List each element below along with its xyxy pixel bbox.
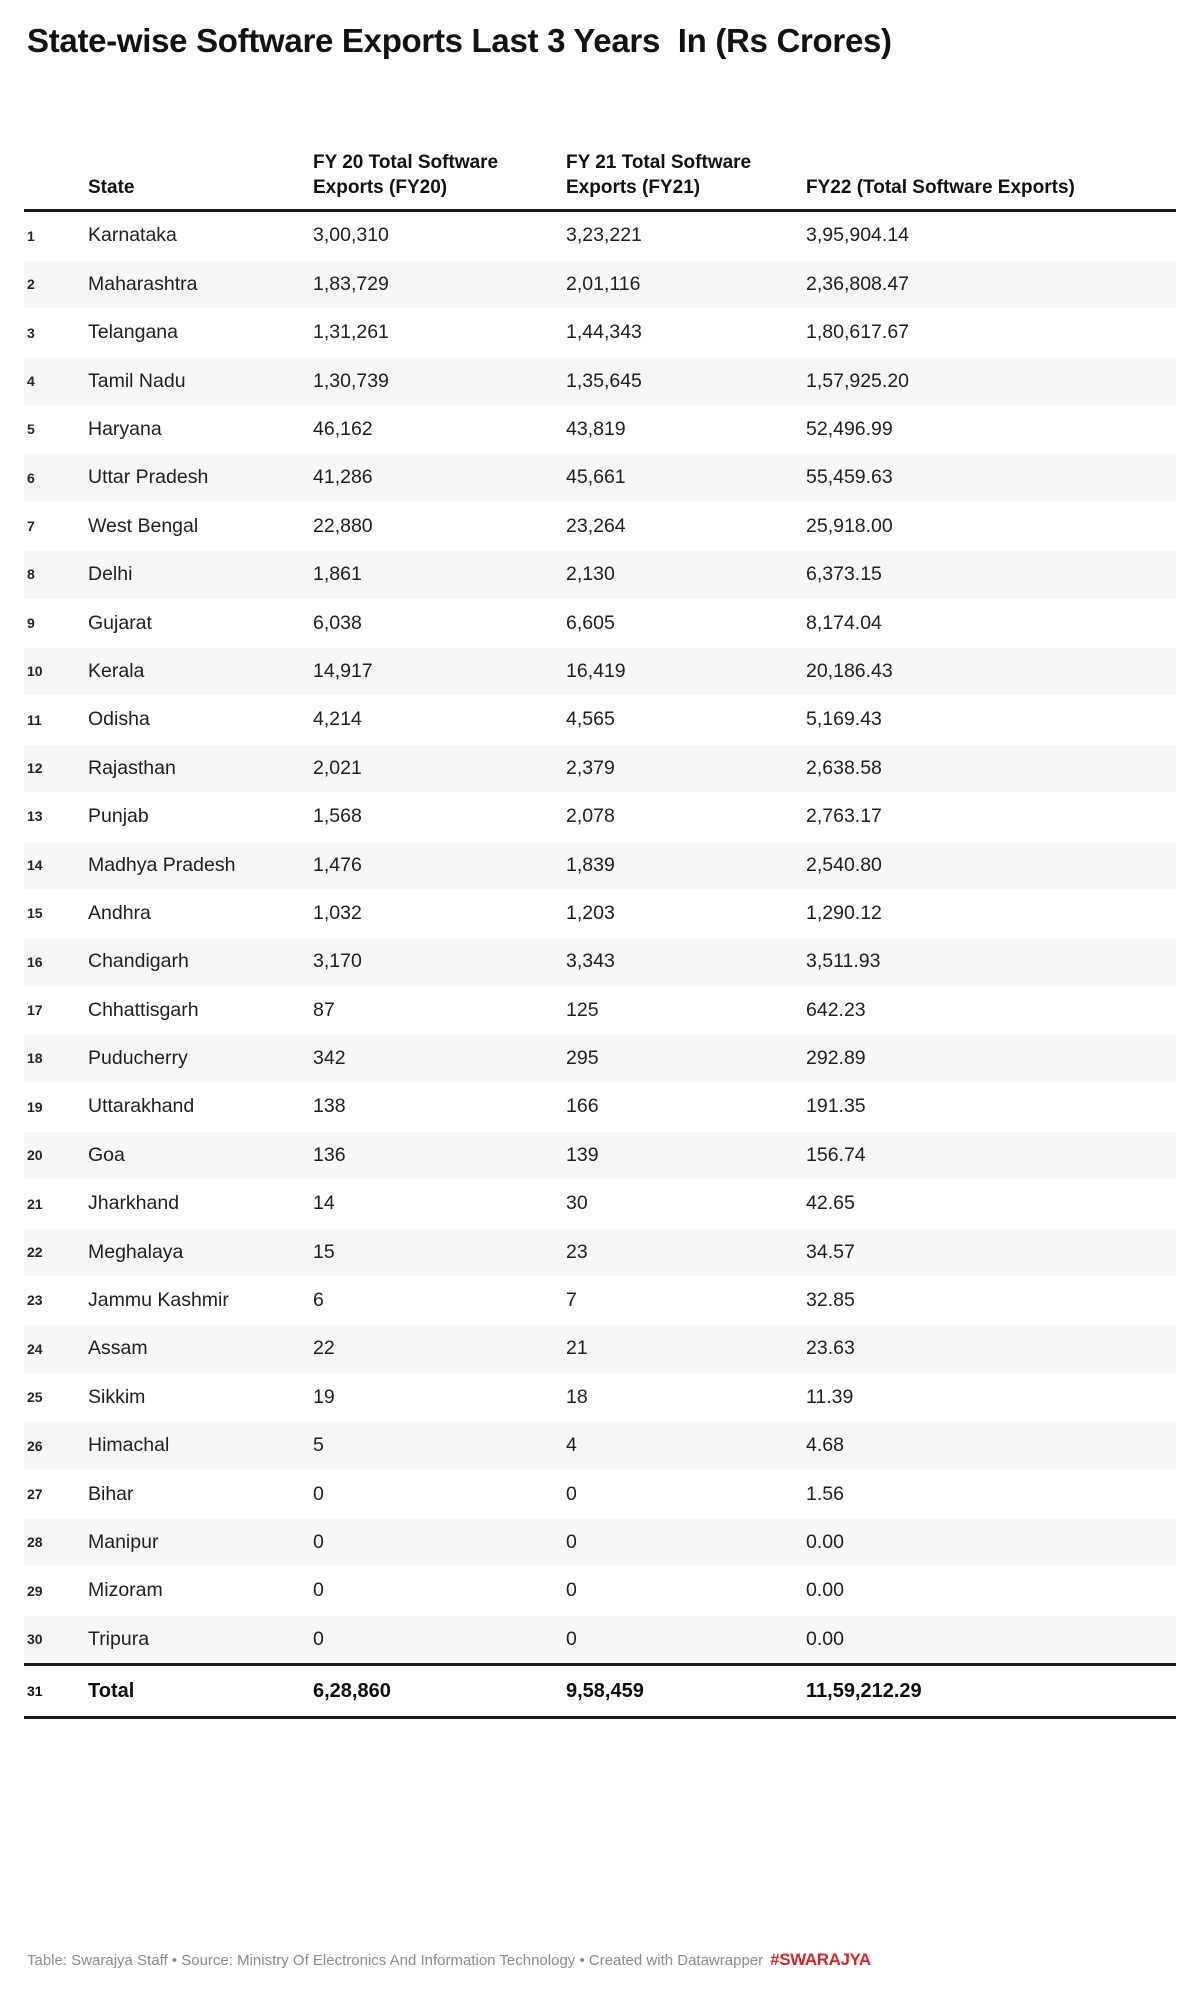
- cell-index: 18: [24, 1035, 86, 1083]
- cell-fy20: 3,170: [313, 938, 566, 986]
- cell-index: 17: [24, 986, 86, 1034]
- cell-fy22: 1,80,617.67: [806, 309, 1176, 357]
- cell-index: 4: [24, 357, 86, 405]
- cell-index: 15: [24, 889, 86, 937]
- cell-fy20: 138: [313, 1083, 566, 1131]
- table-row: [24, 1083, 1176, 1131]
- cell-fy22: 23.63: [806, 1325, 1176, 1373]
- cell-state: Karnataka: [86, 211, 313, 260]
- table-row: [24, 1277, 1176, 1325]
- cell-fy20: 6,038: [313, 599, 566, 647]
- cell-fy20: 3,00,310: [313, 211, 566, 260]
- column-header-state[interactable]: State: [86, 78, 313, 211]
- cell-fy21: 16,419: [566, 647, 806, 695]
- cell-fy22: 20,186.43: [806, 647, 1176, 695]
- cell-fy21: 2,130: [566, 551, 806, 599]
- cell-index: 22: [24, 1228, 86, 1276]
- cell-fy22: 191.35: [806, 1083, 1176, 1131]
- cell-fy22: 8,174.04: [806, 599, 1176, 647]
- table-row-total: [24, 1665, 1176, 1718]
- swarajya-brand-logo[interactable]: #SWARAJYA: [770, 1949, 871, 1969]
- cell-fy22: 0.00: [806, 1518, 1176, 1566]
- cell-fy21: 166: [566, 1083, 806, 1131]
- column-header-fy21[interactable]: FY 21 Total Software Exports (FY21): [566, 78, 806, 211]
- table-row: [24, 744, 1176, 792]
- cell-fy22: 1.56: [806, 1470, 1176, 1518]
- cell-fy21: 125: [566, 986, 806, 1034]
- cell-state: Kerala: [86, 647, 313, 695]
- cell-fy22: 2,638.58: [806, 744, 1176, 792]
- cell-index: 19: [24, 1083, 86, 1131]
- cell-index: 10: [24, 647, 86, 695]
- cell-state: Gujarat: [86, 599, 313, 647]
- cell-fy21: 295: [566, 1035, 806, 1083]
- cell-fy22: 2,763.17: [806, 793, 1176, 841]
- cell-state: Telangana: [86, 309, 313, 357]
- table-row: [24, 1373, 1176, 1421]
- cell-state: Bihar: [86, 1470, 313, 1518]
- cell-fy22: 32.85: [806, 1277, 1176, 1325]
- cell-state: Tripura: [86, 1615, 313, 1664]
- cell-fy21: 30: [566, 1180, 806, 1228]
- cell-index: 5: [24, 406, 86, 454]
- cell-fy21: 7: [566, 1277, 806, 1325]
- cell-index: 16: [24, 938, 86, 986]
- credit-text: Table: Swarajya Staff • Source: Ministry Of Electronics And Information Technology • Created with Datawrapper: [27, 1951, 764, 1969]
- table-row: [24, 986, 1176, 1034]
- cell-index: 11: [24, 696, 86, 744]
- cell-fy22: 11.39: [806, 1373, 1176, 1421]
- cell-fy22: 42.65: [806, 1180, 1176, 1228]
- cell-fy20: 1,568: [313, 793, 566, 841]
- cell-fy21: 1,44,343: [566, 309, 806, 357]
- table-row: [24, 1131, 1176, 1179]
- cell-state: Goa: [86, 1131, 313, 1179]
- cell-fy21: 4,565: [566, 696, 806, 744]
- table-row: [24, 1567, 1176, 1615]
- table-row: [24, 406, 1176, 454]
- cell-index: 13: [24, 793, 86, 841]
- cell-fy22: 5,169.43: [806, 696, 1176, 744]
- footer-credit: [24, 1949, 1176, 1971]
- cell-state: Madhya Pradesh: [86, 841, 313, 889]
- cell-index: 14: [24, 841, 86, 889]
- cell-fy22: 2,36,808.47: [806, 260, 1176, 308]
- cell-fy20: 19: [313, 1373, 566, 1421]
- cell-state: Manipur: [86, 1518, 313, 1566]
- cell-fy21: 6,605: [566, 599, 806, 647]
- cell-state: Uttar Pradesh: [86, 454, 313, 502]
- cell-fy21: 3,23,221: [566, 211, 806, 260]
- cell-fy20: 0: [313, 1518, 566, 1566]
- column-header-fy20[interactable]: FY 20 Total Software Exports (FY20): [313, 78, 566, 211]
- cell-fy21: 2,379: [566, 744, 806, 792]
- cell-index: 24: [24, 1325, 86, 1373]
- cell-fy20: 0: [313, 1470, 566, 1518]
- cell-fy20: 15: [313, 1228, 566, 1276]
- cell-fy21: 139: [566, 1131, 806, 1179]
- cell-fy21: 1,35,645: [566, 357, 806, 405]
- cell-fy22: 3,511.93: [806, 938, 1176, 986]
- cell-fy21: 23,264: [566, 502, 806, 550]
- cell-index: 3: [24, 309, 86, 357]
- cell-fy20: 0: [313, 1615, 566, 1664]
- cell-state: Uttarakhand: [86, 1083, 313, 1131]
- cell-fy21: 0: [566, 1615, 806, 1664]
- cell-index: 23: [24, 1277, 86, 1325]
- cell-index: 8: [24, 551, 86, 599]
- cell-fy22: 34.57: [806, 1228, 1176, 1276]
- table-row: [24, 1228, 1176, 1276]
- table-row: [24, 1518, 1176, 1566]
- table-row: [24, 454, 1176, 502]
- cell-fy21: 2,01,116: [566, 260, 806, 308]
- table-row: [24, 647, 1176, 695]
- cell-state: Total: [86, 1665, 313, 1718]
- cell-state: Mizoram: [86, 1567, 313, 1615]
- table-row: [24, 1180, 1176, 1228]
- cell-index: 27: [24, 1470, 86, 1518]
- cell-fy20: 14,917: [313, 647, 566, 695]
- cell-state: Rajasthan: [86, 744, 313, 792]
- cell-state: Tamil Nadu: [86, 357, 313, 405]
- cell-fy20: 2,021: [313, 744, 566, 792]
- cell-state: Jharkhand: [86, 1180, 313, 1228]
- cell-fy20: 4,214: [313, 696, 566, 744]
- table-row: [24, 309, 1176, 357]
- cell-fy20: 342: [313, 1035, 566, 1083]
- cell-fy22: 2,540.80: [806, 841, 1176, 889]
- cell-fy22: 55,459.63: [806, 454, 1176, 502]
- cell-state: Punjab: [86, 793, 313, 841]
- cell-state: Delhi: [86, 551, 313, 599]
- cell-state: Jammu Kashmir: [86, 1277, 313, 1325]
- cell-fy20: 22,880: [313, 502, 566, 550]
- page-title: State-wise Software Exports Last 3 Years In (Rs Crores): [27, 22, 892, 59]
- table-row: [24, 211, 1176, 260]
- cell-fy21: 21: [566, 1325, 806, 1373]
- cell-index: 25: [24, 1373, 86, 1421]
- cell-state: Haryana: [86, 406, 313, 454]
- table-row: [24, 1325, 1176, 1373]
- cell-state: West Bengal: [86, 502, 313, 550]
- cell-index: 20: [24, 1131, 86, 1179]
- cell-fy21: 43,819: [566, 406, 806, 454]
- cell-fy20: 136: [313, 1131, 566, 1179]
- table-row: [24, 889, 1176, 937]
- table-row: [24, 260, 1176, 308]
- cell-fy20: 14: [313, 1180, 566, 1228]
- cell-fy20: 1,31,261: [313, 309, 566, 357]
- cell-fy21: 1,839: [566, 841, 806, 889]
- cell-fy20: 6,28,860: [313, 1665, 566, 1718]
- header-row: [24, 78, 1176, 211]
- cell-fy22: 4.68: [806, 1422, 1176, 1470]
- cell-state: Maharashtra: [86, 260, 313, 308]
- cell-fy20: 5: [313, 1422, 566, 1470]
- column-header-fy22[interactable]: FY22 (Total Software Exports): [806, 78, 1176, 211]
- cell-fy21: 45,661: [566, 454, 806, 502]
- cell-fy20: 87: [313, 986, 566, 1034]
- cell-fy20: 6: [313, 1277, 566, 1325]
- cell-index: 9: [24, 599, 86, 647]
- cell-fy22: 1,57,925.20: [806, 357, 1176, 405]
- table-row: [24, 1470, 1176, 1518]
- cell-index: 28: [24, 1518, 86, 1566]
- cell-fy20: 1,30,739: [313, 357, 566, 405]
- cell-fy22: 3,95,904.14: [806, 211, 1176, 260]
- cell-fy20: 1,861: [313, 551, 566, 599]
- cell-fy20: 1,476: [313, 841, 566, 889]
- cell-fy21: 9,58,459: [566, 1665, 806, 1718]
- cell-state: Odisha: [86, 696, 313, 744]
- cell-index: 26: [24, 1422, 86, 1470]
- cell-fy21: 3,343: [566, 938, 806, 986]
- table-row: [24, 357, 1176, 405]
- cell-index: 6: [24, 454, 86, 502]
- cell-fy22: 52,496.99: [806, 406, 1176, 454]
- cell-index: 21: [24, 1180, 86, 1228]
- cell-state: Sikkim: [86, 1373, 313, 1421]
- table-row: [24, 1035, 1176, 1083]
- cell-index: 2: [24, 260, 86, 308]
- cell-index: 30: [24, 1615, 86, 1664]
- table-row: [24, 1615, 1176, 1664]
- cell-state: Puducherry: [86, 1035, 313, 1083]
- cell-fy22: 6,373.15: [806, 551, 1176, 599]
- cell-state: Himachal: [86, 1422, 313, 1470]
- cell-fy22: 0.00: [806, 1567, 1176, 1615]
- cell-fy21: 1,203: [566, 889, 806, 937]
- table-row: [24, 1422, 1176, 1470]
- table-row: [24, 696, 1176, 744]
- cell-fy20: 41,286: [313, 454, 566, 502]
- table-body: [24, 211, 1176, 1718]
- cell-fy22: 1,290.12: [806, 889, 1176, 937]
- cell-fy22: 642.23: [806, 986, 1176, 1034]
- cell-state: Meghalaya: [86, 1228, 313, 1276]
- cell-fy21: 0: [566, 1470, 806, 1518]
- cell-fy21: 0: [566, 1518, 806, 1566]
- cell-fy21: 18: [566, 1373, 806, 1421]
- cell-state: Assam: [86, 1325, 313, 1373]
- cell-fy21: 23: [566, 1228, 806, 1276]
- cell-index: 1: [24, 211, 86, 260]
- cell-fy22: 11,59,212.29: [806, 1665, 1176, 1718]
- cell-state: Chandigarh: [86, 938, 313, 986]
- cell-fy21: 2,078: [566, 793, 806, 841]
- table-row: [24, 841, 1176, 889]
- cell-fy22: 0.00: [806, 1615, 1176, 1664]
- table-row: [24, 551, 1176, 599]
- cell-index: 31: [24, 1665, 86, 1718]
- cell-index: 29: [24, 1567, 86, 1615]
- table-header: [24, 78, 1176, 211]
- cell-index: 12: [24, 744, 86, 792]
- cell-fy20: 46,162: [313, 406, 566, 454]
- table-row: [24, 599, 1176, 647]
- cell-fy20: 1,032: [313, 889, 566, 937]
- cell-fy21: 4: [566, 1422, 806, 1470]
- cell-index: 7: [24, 502, 86, 550]
- cell-fy20: 22: [313, 1325, 566, 1373]
- table-row: [24, 502, 1176, 550]
- cell-fy20: 0: [313, 1567, 566, 1615]
- column-header-index[interactable]: [24, 78, 86, 211]
- cell-state: Chhattisgarh: [86, 986, 313, 1034]
- software-exports-table: [24, 78, 1176, 1719]
- cell-state: Andhra: [86, 889, 313, 937]
- cell-fy22: 25,918.00: [806, 502, 1176, 550]
- cell-fy21: 0: [566, 1567, 806, 1615]
- cell-fy22: 292.89: [806, 1035, 1176, 1083]
- cell-fy20: 1,83,729: [313, 260, 566, 308]
- table-row: [24, 793, 1176, 841]
- table-row: [24, 938, 1176, 986]
- cell-fy22: 156.74: [806, 1131, 1176, 1179]
